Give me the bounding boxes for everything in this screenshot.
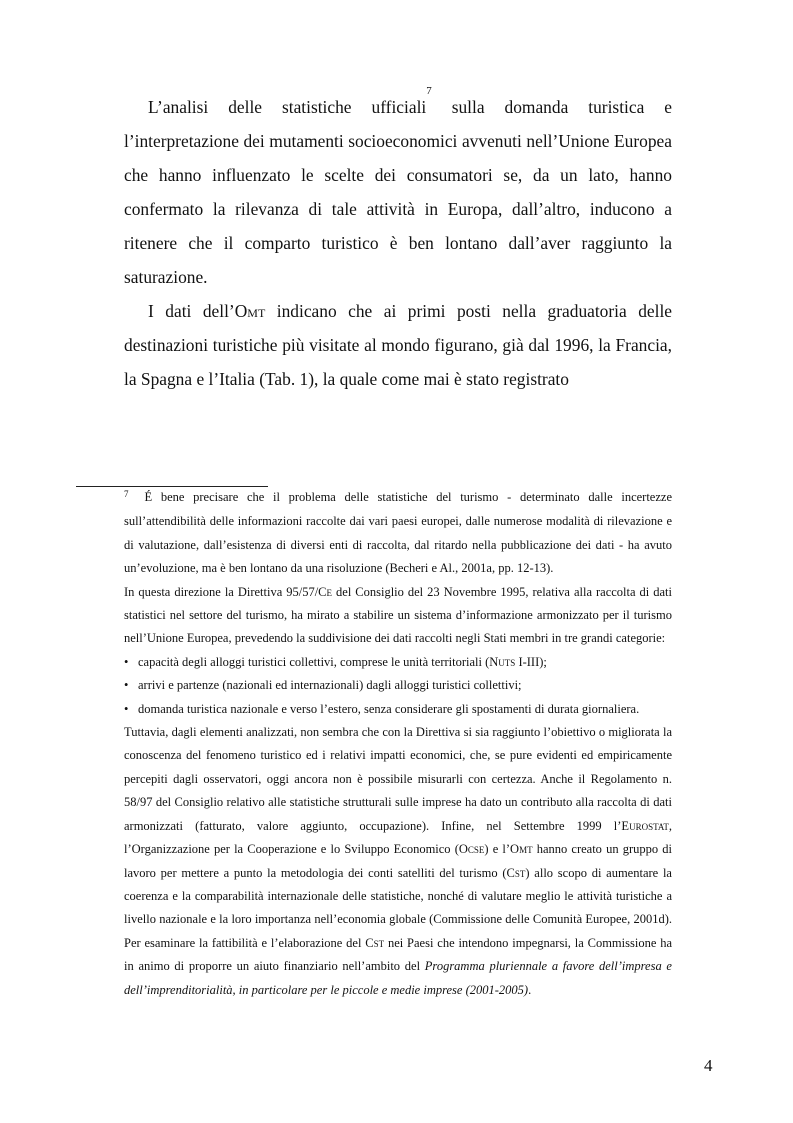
footnote-bullet-1: • capacità degli alloggi turistici collettivi, comprese le unità territoriali (Nuts I-III);: [124, 651, 672, 674]
footnote-ref-7[interactable]: 7: [426, 85, 432, 97]
page-number: 4: [704, 1056, 713, 1075]
footnotes: [124, 486, 672, 1002]
footnote-7-para-3: Tuttavia, dagli elementi analizzati, non sembra che con la Direttiva si sia raggiunto l’obiettivo o migliorata la conoscenza del fenomeno turistico ed i relativi impatti economici, che, se pure evidenti ed empiricamente percepiti dagli osservatori, oggi ancora non è possibile misurarli con certezza. Anche il Regolamento n. 58/97 del Consiglio relativo alle statistiche strutturali sulle imprese ha dato un contributo alla raccolta di dati armonizzati (fatturato, valore aggiunto, occupazione). Infine, nel Settembre 1999 l’Eurostat, l’Organizzazione per la Cooperazione e lo Sviluppo Economico (Ocse) e l’Omt hanno creato un gruppo di lavoro per mettere a punto la metodologia dei conti satelliti del turismo (Cst) allo scopo di aumentare la coerenza e la comparabilità internazionale delle statistiche, nonché di valutare meglio le attività turistiche a livello nazionale e la loro importanza nell’economia globale (Commissione delle Comunità Europee, 2001d). Per esaminare la fattibilità e l’elaborazione del Cst nei Paesi che intendono impegnarsi, la Commissione ha in animo di proporre un aiuto finanziario nell’ambito del Programma pluriennale a favore dell’impresa e dell’imprenditorialità, in particolare per le piccole e medie imprese (2001-2005).: [124, 725, 672, 997]
paragraph-2: I dati dell’Omt indicano che ai primi posti nella graduatoria delle destinazioni turistiche più visitate al mondo figurano, già dal 1996, la Francia, la Spagna e l’Italia (Tab. 1), la quale come mai è stato registrato: [124, 301, 673, 389]
footnote-bullet-2: • arrivi e partenze (nazionali ed internazionali) dagli alloggi turistici collettivi;: [124, 674, 672, 697]
bullet-icon: •: [124, 701, 129, 716]
footnote-7-para-2: In questa direzione la Direttiva 95/57/Ce del Consiglio del 23 Novembre 1995, relativa alla raccolta di dati statistici nel settore del turismo, ha mirato a stabilire un sistema d’informazione armonizzato per il turismo nell’Unione Europea, prevedendo la suddivisione dei dati raccolti negli Stati membri in tre grandi categorie:: [124, 584, 672, 646]
bullet-icon: •: [124, 654, 129, 669]
footnote-bullet-3: • domanda turistica nazionale e verso l’estero, senza considerare gli spostamenti di durata giornaliera.: [124, 698, 672, 721]
bullet-icon: •: [124, 678, 129, 693]
body-text: [124, 85, 673, 396]
footnote-7-para-1: $^7$ É bene precisare che il problema delle statistiche del turismo - determinato dalle incertezze sull’attendibilità delle informazioni raccolte dai vari paesi europei, dalle numerose modalità di rilevazione e di valutazione, dall’esistenza di diversi enti di raccolta, dal ritardo nella pubblicazione dei dati - ha avuto un’evoluzione, ma è ben lontano da una risoluzione (Becheri e Al., 2001a, pp. 12-13).: [124, 489, 672, 576]
footnote-mark: 7: [124, 489, 129, 499]
paragraph-1: L’analisi delle statistiche ufficiali$^7$ sulla domanda turistica e l’interpretazione dei mutamenti socioeconomici avvenuti nell’Unione Europea che hanno influenzato le scelte dei consumatori se, da un lato, hanno confermato la rilevanza di tale attività in Europa, dall’altro, inducono a ritenere che il comparto turistico è ben lontano dall’aver raggiunto la saturazione.: [124, 85, 672, 287]
